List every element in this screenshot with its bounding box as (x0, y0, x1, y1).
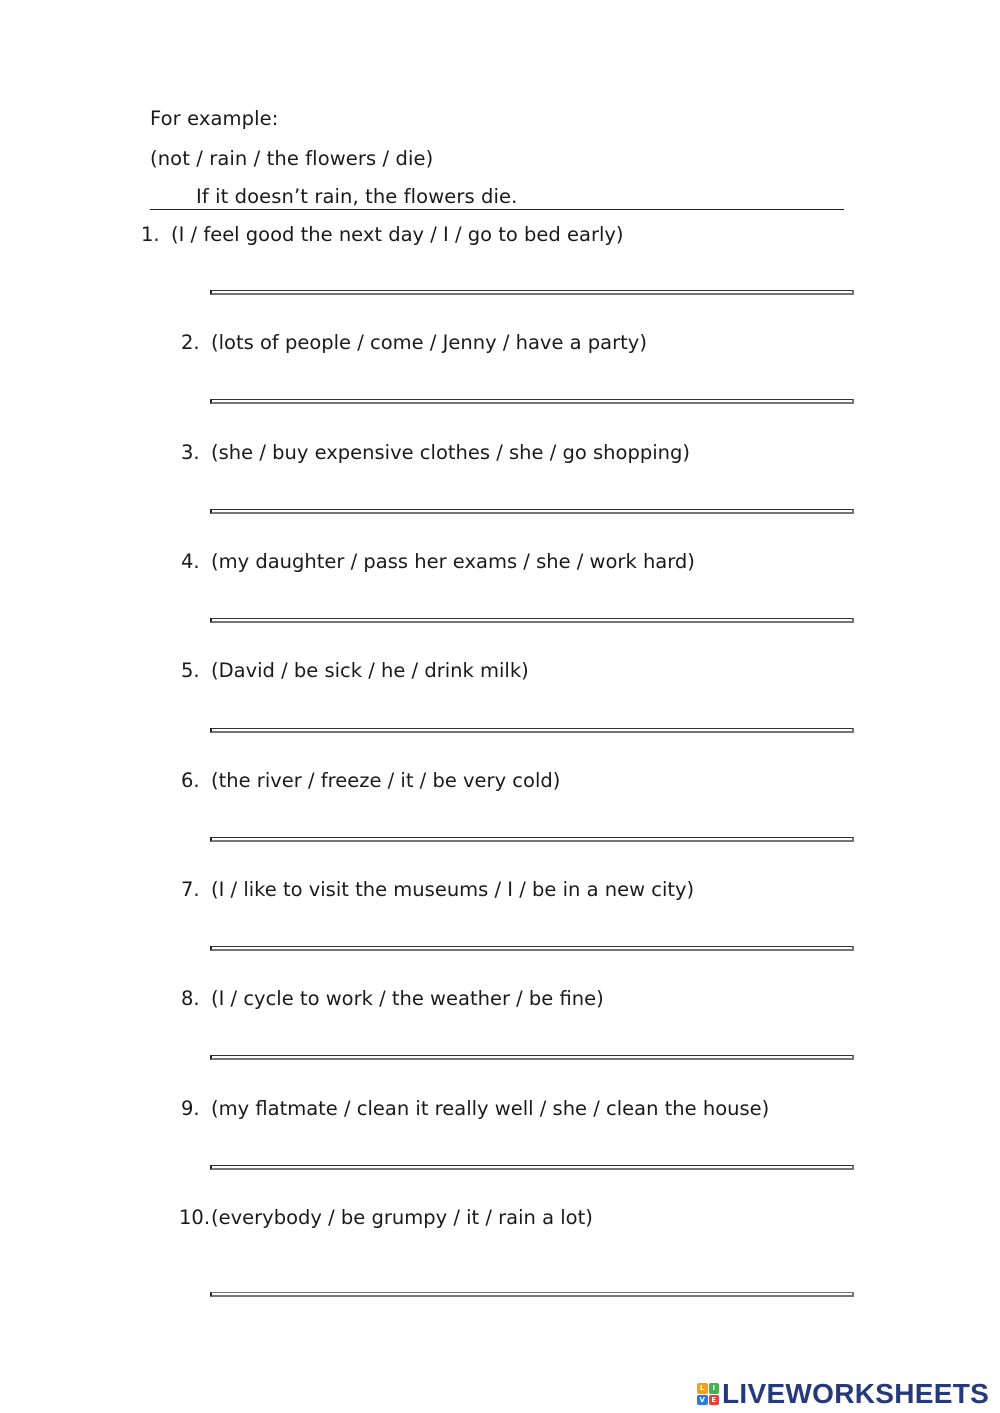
item-number: 8. (181, 987, 200, 1010)
item-prompt: (I / like to visit the museums / I / be in a new city) (211, 878, 695, 901)
answer-input-2[interactable] (210, 399, 854, 404)
item-number: 6. (181, 769, 200, 792)
item-number: 1. (141, 223, 160, 246)
item-prompt: (she / buy expensive clothes / she / go shopping) (211, 441, 690, 464)
answer-input-7[interactable] (210, 946, 854, 951)
item-prompt: (David / be sick / he / drink milk) (211, 659, 529, 682)
item-prompt: (I / feel good the next day / I / go to bed early) (171, 223, 624, 246)
answer-input-8[interactable] (210, 1055, 854, 1060)
item-number: 10. (179, 1206, 211, 1229)
answer-input-5[interactable] (210, 728, 854, 733)
item-number: 7. (181, 878, 200, 901)
answer-input-3[interactable] (210, 509, 854, 514)
item-prompt: (my flatmate / clean it really well / she / clean the house) (211, 1097, 770, 1120)
logo-tile: I (709, 1383, 720, 1394)
item-prompt: (the river / freeze / it / be very cold) (211, 769, 561, 792)
answer-input-9[interactable] (210, 1165, 854, 1170)
item-number: 9. (181, 1097, 200, 1120)
logo-wordmark: LIVEWORKSHEETS (722, 1378, 990, 1409)
item-prompt: (I / cycle to work / the weather / be fine) (211, 987, 604, 1010)
answer-input-1[interactable] (210, 290, 854, 295)
item-number: 2. (181, 331, 200, 354)
answer-input-10[interactable] (210, 1292, 854, 1297)
liveworksheets-logo (697, 1378, 989, 1410)
example-answer-text: If it doesn’t rain, the flowers die. (196, 185, 518, 208)
example-label: For example: (150, 107, 279, 130)
answer-input-4[interactable] (210, 618, 854, 623)
item-number: 5. (181, 659, 200, 682)
liveworksheets-logo-icon (697, 1383, 719, 1405)
logo-tile: E (709, 1395, 720, 1406)
example-answer (150, 185, 844, 210)
item-prompt: (everybody / be grumpy / it / rain a lot) (211, 1206, 593, 1229)
logo-tile: V (697, 1395, 708, 1406)
answer-input-6[interactable] (210, 837, 854, 842)
item-number: 4. (181, 550, 200, 573)
item-number: 3. (181, 441, 200, 464)
logo-tile: L (697, 1383, 708, 1394)
item-prompt: (my daughter / pass her exams / she / work hard) (211, 550, 695, 573)
item-prompt: (lots of people / come / Jenny / have a party) (211, 331, 647, 354)
example-prompt: (not / rain / the flowers / die) (150, 147, 434, 170)
